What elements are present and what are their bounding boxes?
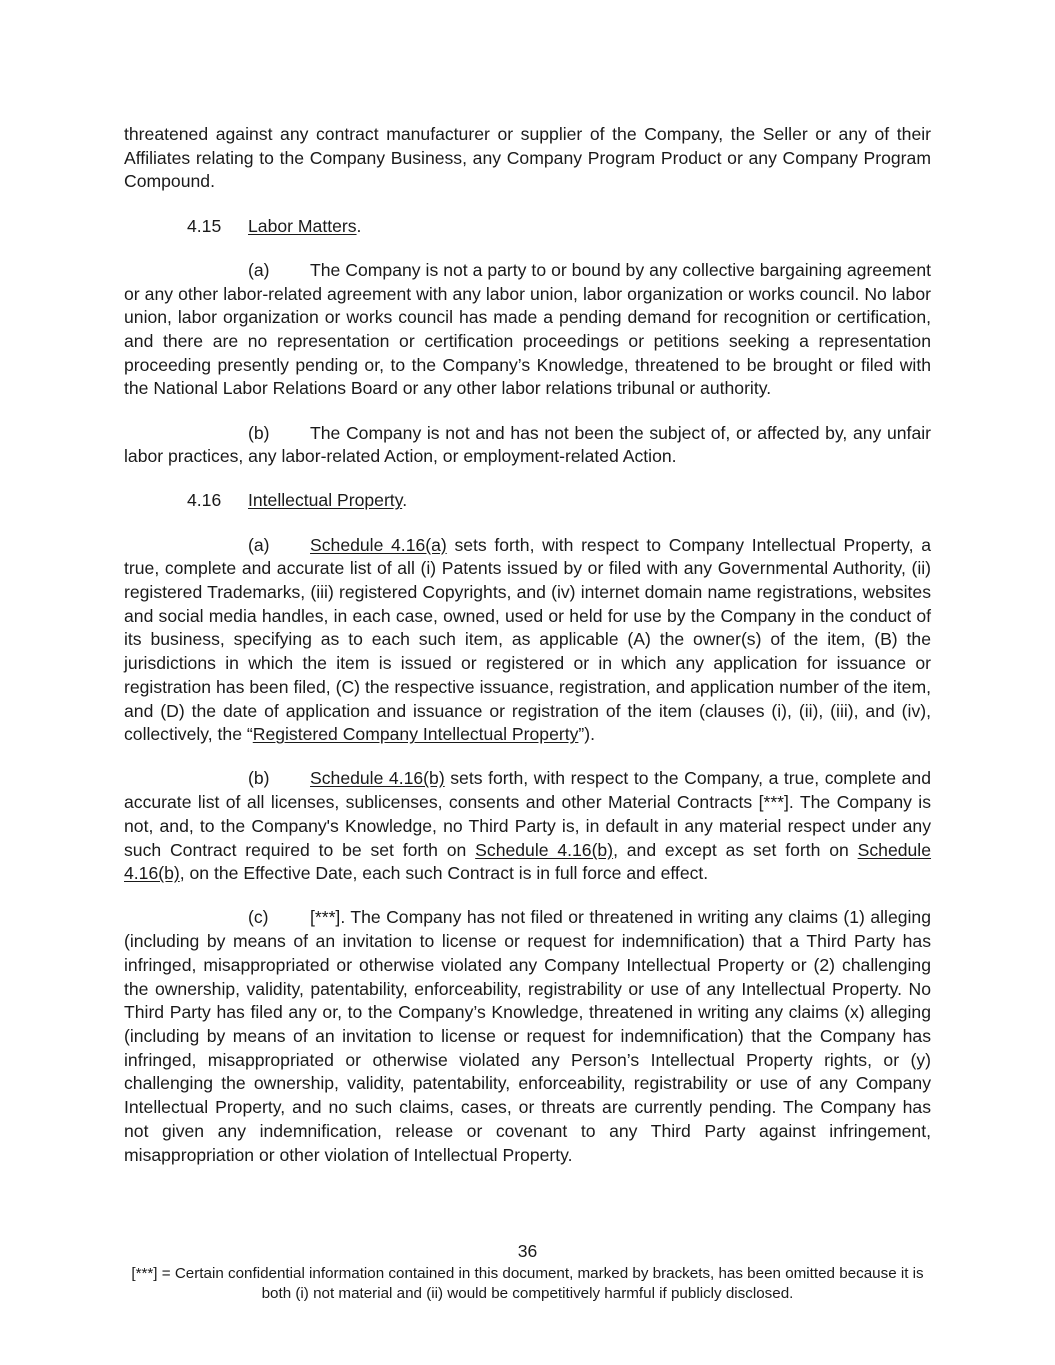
schedule-reference: Schedule 4.16(b) [475,839,614,860]
clause-label: (b) [248,768,270,789]
clause-text: sets forth, with respect to the Company, a true, complete and accurate list of all licenses, sublicenses, consents and other Material Contracts [***]. The Company is not, and, to the Company's Knowledge, no Third Party is, in default in any material respect under any such Contract required to be set forth on [124,768,932,860]
document-body [124,123,931,1188]
paragraph-4-15-b [124,422,931,469]
clause-text: [***]. The Company has not filed or threatened in writing any claims (1) alleging (including by means of an invitation to license or request for indemnification) that a Third Party has infringed, misappropriated or otherwise violated any Company Intellectual Property or (2) challenging the ownership, validity, patentability, enforceability, registrability or use of any Intellectual Property. No Third Party has filed any or, to the Company’s Knowledge, threatened in writing any claims (x) alleging (including by means of an invitation to license or request for indemnification) that the Company has infringed, misappropriated or otherwise violated any Person’s Intellectual Property rights, or (y) challenging the ownership, validity, patentability, enforceability, registrability or use of any Company Intellectual Property, and no such claims, cases, or threats are currently pending. The Company has not given any indemnification, release or covenant to any Third Party against infringement, misappropriation or other violation of Intellectual Property. [124,907,931,1165]
clause-text: The Company is not and has not been the subject of, or affected by, any unfair labor practices, any labor-related Action, or employment-related Action. [124,422,931,467]
section-number: 4.16 [187,490,222,511]
clause-text: , and except as set forth on [613,839,858,860]
clause-text: The Company is not a party to or bound by any collective bargaining agreement or any other labor-related agreement with any labor union, labor organization or works council. No labor union, labor organization or works council has made a pending demand for recognition or certification, and there are no representation or certification proceedings or petitions seeking a representation proceeding presently pending or, to the Company’s Knowledge, threatened to be brought or filed with the National Labor Relations Board or any other labor relations tribunal or authority. [124,259,931,399]
page-number: 36 [517,1241,538,1261]
schedule-reference: Schedule 4.16(a) [310,534,447,555]
paragraph-4-16-a [124,534,931,747]
clause-label: (a) [248,534,270,555]
confidentiality-footnote: [***] = Certain confidential information contained in this document, marked by brackets, has been omitted because it is both (i) not material and (ii) would be competitively harmful if publicly disclosed. [131,1265,924,1302]
section-heading-4-15: 4.15 Labor Matters. [124,215,931,239]
clause-label: (c) [248,907,269,928]
section-title: Intellectual Property [248,490,403,511]
schedule-reference: Schedule 4.16(b) [124,839,932,884]
paragraph-4-15-a [124,259,931,401]
clause-tail: ”). [578,724,596,745]
clause-text: sets forth, with respect to Company Intellectual Property, a true, complete and accurate list of all (i) Patents issued by or filed with any Governmental Authority, (ii) registered Trademarks, (iii) registered Copyrights, and (iv) internet domain name registrations, websites and social media handles, in each case, owned, used or held for use by the Company in the conduct of its business, specifying as to each such item, as applicable (A) the owner(s) of the item, (B) the jurisdictions in which the item is issued or registered or in which any application for issuance or registration has been filed, (C) the respective issuance, registration, and application number of the item, and (D) the date of application and issuance or registration of the item (clauses (i), (ii), (iii), and (iv), collectively, the “ [124,534,932,745]
carryover-paragraph: threatened against any contract manufacturer or supplier of the Company, the Seller or any of their Affiliates relating to the Company Business, any Company Program Product or any Company Program Compound. [124,124,931,192]
paragraph-4-16-c [124,906,931,1167]
clause-text: , on the Effective Date, each such Contract is in full force and effect. [179,863,709,884]
section-number: 4.15 [187,215,222,236]
defined-term: Registered Company Intellectual Property [252,724,579,745]
paragraph-4-16-b [124,767,931,886]
section-title: Labor Matters [248,215,357,236]
section-heading-4-16: 4.16 Intellectual Property. [124,489,931,513]
clause-label: (a) [248,259,270,280]
clause-label: (b) [248,422,270,443]
schedule-reference: Schedule 4.16(b) [310,768,445,789]
